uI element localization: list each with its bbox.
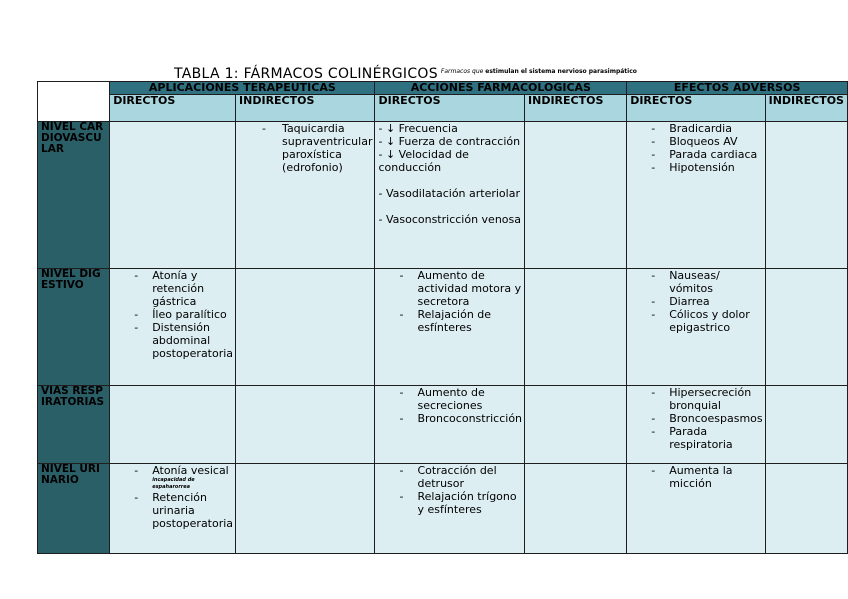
table-title: TABLA 1: FÁRMACOS COLINÉRGICOS <box>174 66 438 82</box>
subtitle-italic: Farmacos que <box>440 68 484 75</box>
cell <box>236 122 375 269</box>
cell <box>375 464 525 554</box>
cell <box>627 122 765 269</box>
cell <box>375 386 525 464</box>
list-item-text: Atonía vesical <box>152 464 229 477</box>
list-item: - Cotracción del detrusor <box>377 464 522 490</box>
cell <box>110 269 236 386</box>
group-efectos: EFECTOS ADVERSOS <box>627 82 848 95</box>
list-item: - Parada cardiaca <box>629 148 762 161</box>
list-item: - Aumento de actividad motora y secretora <box>377 269 522 308</box>
group-aplicaciones: APLICACIONES TERAPEUTICAS <box>110 82 375 95</box>
cell <box>110 122 236 269</box>
table-subtitle <box>441 68 637 75</box>
list-item: - Distensión abdominal postoperatoria <box>112 321 233 360</box>
list-item: - Hipotensión <box>629 161 762 174</box>
list-item: - ↓ Frecuencia <box>378 122 458 135</box>
table-row <box>38 122 848 269</box>
cell <box>765 122 847 269</box>
list-item: - Bradicardia <box>629 122 762 135</box>
cell <box>627 386 765 464</box>
subtitle-rest: estimulan el sistema nervioso parasimpático <box>485 68 637 75</box>
subheader-acciones-directos: DIRECTOS <box>375 95 525 122</box>
row-label: NIVEL URINARIO <box>38 464 110 554</box>
subheader-acciones-indirectos: INDIRECTOS <box>525 95 627 122</box>
subheader-efectos-directos: DIRECTOS <box>627 95 765 122</box>
cell <box>627 269 765 386</box>
subheader-aplicaciones-indirectos: INDIRECTOS <box>236 95 375 122</box>
list-item: - Retención urinaria postoperatoria <box>112 491 233 530</box>
list-item <box>112 464 233 491</box>
list-item: - Broncoconstricción <box>377 412 522 425</box>
list-item: - Parada respiratoria <box>629 425 762 451</box>
list-item: - Relajación trígono y esfínteres <box>377 490 522 516</box>
list-item: - Diarrea <box>629 295 762 308</box>
row-label: NIVEL DIGESTIVO <box>38 269 110 386</box>
list-item: - Cólicos y dolor epigastrico <box>629 308 762 334</box>
table-row <box>38 386 848 464</box>
cell <box>525 122 627 269</box>
spacer <box>377 174 522 187</box>
list-item: - Vasodilatación arteriolar <box>378 187 520 200</box>
list-item: - Atonía y retención gástrica <box>112 269 233 308</box>
cell <box>525 386 627 464</box>
list-item: - Íleo paralítico <box>112 308 233 321</box>
row-label: VIAS RESPIRATORIAS <box>38 386 110 464</box>
table-row <box>38 464 848 554</box>
cell <box>236 386 375 464</box>
colinergicos-table <box>37 81 848 554</box>
spacer <box>377 200 522 213</box>
list-item: - Nauseas/ vómitos <box>629 269 762 295</box>
handwritten-note: incapacidad de espaharorrea <box>152 477 195 490</box>
cell <box>236 464 375 554</box>
cell <box>525 464 627 554</box>
cell <box>765 464 847 554</box>
list-item: - Aumento de secreciones <box>377 386 522 412</box>
list-item: - Bloqueos AV <box>629 135 762 148</box>
list-item: - Vasoconstricción venosa <box>378 213 521 226</box>
subheader-efectos-indirectos: INDIRECTOS <box>765 95 847 122</box>
cell <box>765 386 847 464</box>
list-item: - ↓ Fuerza de contracción <box>378 135 521 148</box>
cell <box>375 269 525 386</box>
list-item: - ↓ Velocidad de conducción <box>378 148 469 174</box>
cell <box>110 386 236 464</box>
group-acciones: ACCIONES FARMACOLOGICAS <box>375 82 627 95</box>
list-item: - Hipersecreción bronquial <box>629 386 762 412</box>
list-item: - Relajación de esfínteres <box>377 308 522 334</box>
table-row <box>38 269 848 386</box>
subheader-aplicaciones-directos: DIRECTOS <box>110 95 236 122</box>
title-row <box>174 63 637 82</box>
list-item: - Aumenta la micción <box>629 464 762 490</box>
list-item: - Broncoespasmos <box>629 412 762 425</box>
cell <box>375 122 525 269</box>
cell <box>765 269 847 386</box>
cell <box>525 269 627 386</box>
row-label: NIVEL CARDIOVASCULAR <box>38 122 110 269</box>
cell <box>110 464 236 554</box>
list-item: - Taquicardia supraventricular paroxística (edrofonio) <box>238 122 372 174</box>
cell <box>236 269 375 386</box>
cell <box>627 464 765 554</box>
corner-cell <box>38 82 110 122</box>
